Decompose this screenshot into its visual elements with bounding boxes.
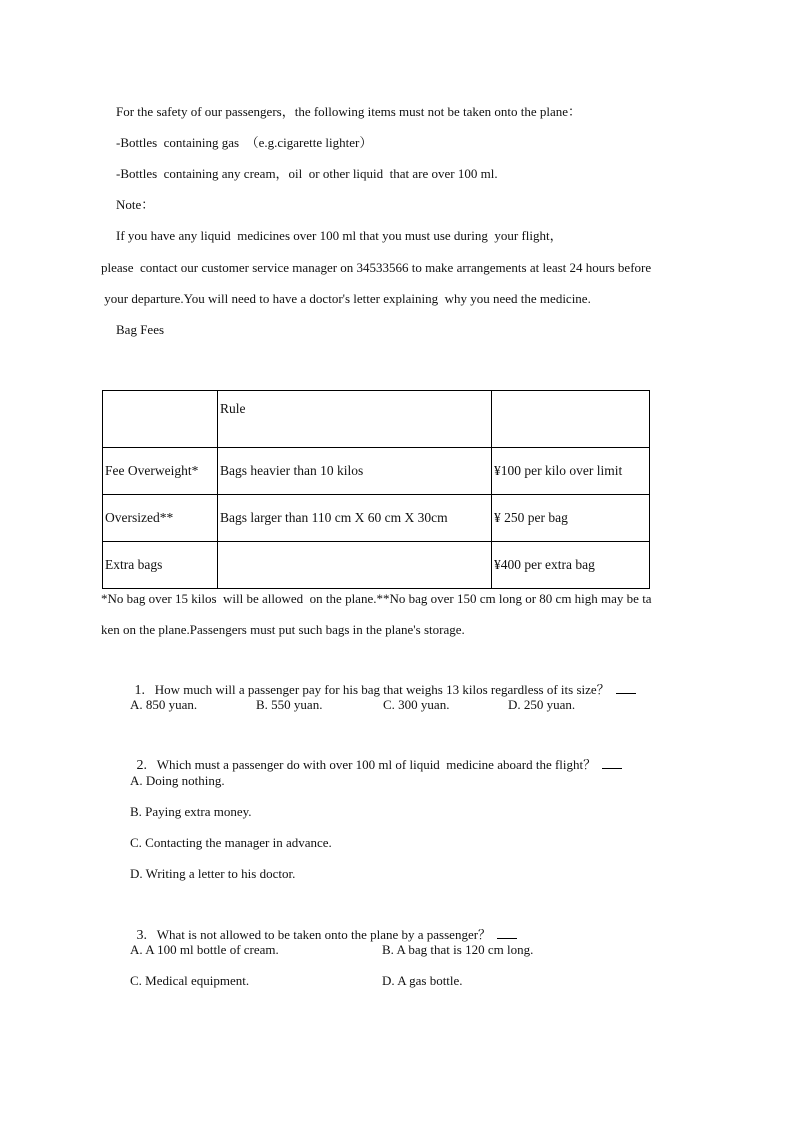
option-text: A 100 ml bottle of cream.	[145, 942, 279, 957]
option	[382, 942, 533, 958]
option-letter: A.	[130, 773, 143, 788]
option-letter: B.	[256, 697, 268, 712]
table-cell	[218, 542, 492, 589]
table-cell: ¥100 per kilo over limit	[492, 448, 650, 495]
answer-blank	[616, 683, 636, 694]
answer-blank	[602, 758, 622, 769]
table-row	[103, 391, 650, 448]
note-text: If you have any liquid medicines over 100 ml that you must use during your flight，	[116, 228, 563, 243]
table-cell: Bags heavier than 10 kilos	[218, 448, 492, 495]
option	[130, 697, 197, 713]
note-text: please contact our customer service manager on 34533566 to make arrangements at least 24 hours before	[101, 260, 652, 275]
question-text: How much will a passenger pay for his bag that weighs 13 kilos regardless of its size？	[154, 682, 610, 697]
question-number: 2.	[136, 758, 147, 773]
bag-fees-table	[102, 390, 650, 589]
option	[383, 697, 449, 713]
question-3	[130, 911, 517, 944]
question-number: 3.	[136, 928, 147, 943]
option-text: Contacting the manager in advance.	[145, 835, 332, 850]
option-letter: C.	[130, 973, 142, 988]
option-letter: C.	[383, 697, 395, 712]
option-letter: B.	[382, 942, 394, 957]
option	[130, 942, 279, 958]
option	[130, 973, 249, 989]
question-1	[128, 666, 636, 699]
option-letter: C.	[130, 835, 142, 850]
option	[508, 697, 575, 713]
option-text: A gas bottle.	[397, 973, 463, 988]
table-cell: Bags larger than 110 cm X 60 cm X 30cm	[218, 495, 492, 542]
prohibited-item: -Bottles containing gas （e.g.cigarette lighter）	[116, 135, 373, 150]
footnote: *No bag over 15 kilos will be allowed on the plane.**No bag over 150 cm long or 80 cm high may be ta	[101, 591, 652, 606]
question-number: 1.	[134, 683, 145, 698]
option-letter: A.	[130, 697, 143, 712]
option-letter: D.	[130, 866, 143, 881]
note-text: your departure.You will need to have a doctor's letter explaining why you need the medicine.	[101, 291, 591, 306]
option-text: Paying extra money.	[145, 804, 252, 819]
option	[256, 697, 322, 713]
option	[130, 835, 332, 851]
table-cell: Fee Overweight*	[103, 448, 218, 495]
option-letter: D.	[508, 697, 521, 712]
option-text: 850 yuan.	[145, 697, 198, 712]
prohibited-item: -Bottles containing any cream，oil or other liquid that are over 100 ml.	[116, 166, 498, 181]
table-cell: Rule	[218, 391, 492, 448]
note-label: Note：	[116, 197, 155, 212]
option-text: Writing a letter to his doctor.	[145, 866, 296, 881]
footnote: ken on the plane.Passengers must put such bags in the plane's storage.	[101, 622, 465, 637]
option-text: Doing nothing.	[145, 773, 225, 788]
table-cell: Oversized**	[103, 495, 218, 542]
table-cell	[103, 391, 218, 448]
table-cell	[492, 391, 650, 448]
question-text: What is not allowed to be taken onto the plane by a passenger？	[156, 927, 492, 942]
option-letter: D.	[382, 973, 395, 988]
section-heading: Bag Fees	[116, 322, 165, 337]
option-text: 550 yuan.	[271, 697, 323, 712]
option-text: A bag that is 120 cm long.	[396, 942, 534, 957]
table-row	[103, 448, 650, 495]
option-letter: B.	[130, 804, 142, 819]
answer-blank	[497, 928, 517, 939]
option-text: 250 yuan.	[523, 697, 576, 712]
option	[130, 866, 295, 882]
table-cell: ¥400 per extra bag	[492, 542, 650, 589]
table-cell: ¥ 250 per bag	[492, 495, 650, 542]
table-row	[103, 495, 650, 542]
table-cell: Extra bags	[103, 542, 218, 589]
intro-line: For the safety of our passengers，the following items must not be taken onto the plane：	[116, 104, 582, 119]
option-text: 300 yuan.	[398, 697, 450, 712]
option-text: Medical equipment.	[145, 973, 250, 988]
option	[382, 973, 463, 989]
table-row	[103, 542, 650, 589]
option-letter: A.	[130, 942, 143, 957]
question-text: Which must a passenger do with over 100 ml of liquid medicine aboard the flight？	[156, 757, 597, 772]
option	[130, 804, 252, 820]
option	[130, 773, 225, 789]
question-2	[130, 741, 622, 774]
